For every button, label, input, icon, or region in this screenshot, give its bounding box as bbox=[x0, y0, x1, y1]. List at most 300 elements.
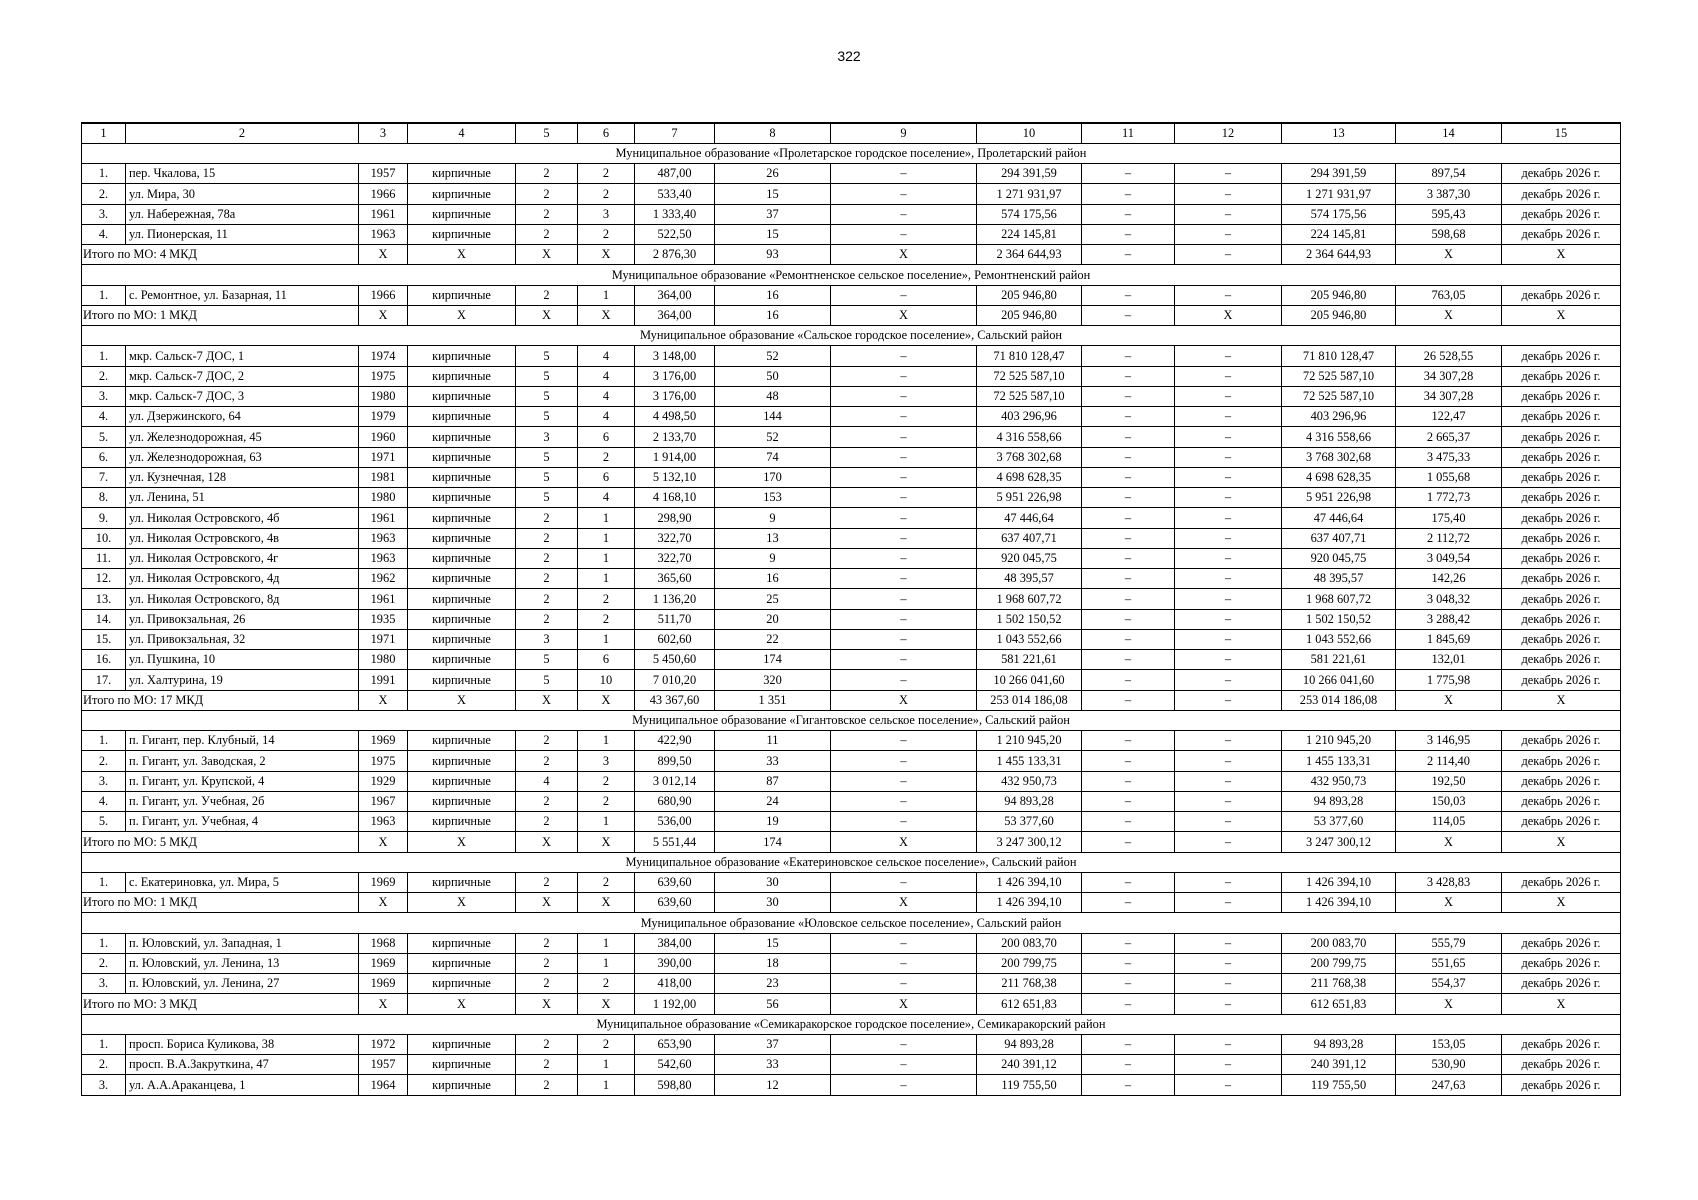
table-cell: 598,68 bbox=[1396, 224, 1502, 244]
table-cell: 1971 bbox=[359, 629, 408, 649]
table-cell: – bbox=[1082, 670, 1175, 690]
address-cell: п. Юловский, ул. Ленина, 13 bbox=[126, 953, 359, 973]
total-cell: 43 367,60 bbox=[635, 690, 715, 710]
table-cell: 2. bbox=[82, 184, 126, 204]
table-cell: – bbox=[1175, 974, 1282, 994]
column-number-cell: 11 bbox=[1082, 123, 1175, 143]
table-cell: 247,63 bbox=[1396, 1075, 1502, 1095]
table-cell: 71 810 128,47 bbox=[977, 346, 1082, 366]
total-cell: 253 014 186,08 bbox=[977, 690, 1082, 710]
table-cell: 4. bbox=[82, 224, 126, 244]
table-row bbox=[82, 447, 1621, 467]
table-cell: 1 bbox=[578, 285, 635, 305]
municipality-title: Муниципальное образование «Юловское сельское поселение», Сальский район bbox=[82, 913, 1621, 933]
column-number-cell: 8 bbox=[715, 123, 831, 143]
municipality-title: Муниципальное образование «Ремонтненское сельское поселение», Ремонтненский район bbox=[82, 265, 1621, 285]
total-cell: – bbox=[1175, 994, 1282, 1014]
table-cell: кирпичные bbox=[408, 285, 516, 305]
table-cell: 132,01 bbox=[1396, 650, 1502, 670]
total-label: Итого по МО: 1 МКД bbox=[82, 305, 359, 325]
table-cell: – bbox=[1175, 488, 1282, 508]
total-row bbox=[82, 245, 1621, 265]
table-cell: 52 bbox=[715, 427, 831, 447]
table-cell: 4 bbox=[578, 366, 635, 386]
column-number-cell: 13 bbox=[1282, 123, 1396, 143]
total-cell: X bbox=[408, 690, 516, 710]
table-cell: декабрь 2026 г. bbox=[1502, 467, 1621, 487]
table-cell: декабрь 2026 г. bbox=[1502, 508, 1621, 528]
table-cell: кирпичные bbox=[408, 508, 516, 528]
table-cell: – bbox=[831, 953, 977, 973]
total-cell: X bbox=[578, 245, 635, 265]
table-cell: 14. bbox=[82, 609, 126, 629]
table-cell: 322,70 bbox=[635, 548, 715, 568]
table-cell: декабрь 2026 г. bbox=[1502, 1055, 1621, 1075]
table-cell: – bbox=[1175, 467, 1282, 487]
table-cell: – bbox=[1082, 650, 1175, 670]
table-cell: – bbox=[831, 285, 977, 305]
table-cell: 294 391,59 bbox=[1282, 164, 1396, 184]
table-row bbox=[82, 488, 1621, 508]
table-cell: 153 bbox=[715, 488, 831, 508]
table-cell: декабрь 2026 г. bbox=[1502, 164, 1621, 184]
table-cell: 2 bbox=[516, 204, 578, 224]
total-cell: X bbox=[1502, 893, 1621, 913]
table-cell: 6. bbox=[82, 447, 126, 467]
table-cell: 2 bbox=[578, 974, 635, 994]
table-cell: 1. bbox=[82, 731, 126, 751]
total-cell: X bbox=[831, 690, 977, 710]
table-cell: 1 271 931,97 bbox=[1282, 184, 1396, 204]
table-cell: декабрь 2026 г. bbox=[1502, 751, 1621, 771]
table-cell: 2 665,37 bbox=[1396, 427, 1502, 447]
table-cell: 1968 bbox=[359, 933, 408, 953]
table-cell: декабрь 2026 г. bbox=[1502, 204, 1621, 224]
table-cell: 3 768 302,68 bbox=[1282, 447, 1396, 467]
table-cell: – bbox=[1175, 164, 1282, 184]
table-cell: 3 012,14 bbox=[635, 771, 715, 791]
address-cell: ул. Николая Островского, 4д bbox=[126, 569, 359, 589]
table-cell: – bbox=[1175, 1034, 1282, 1054]
address-cell: п. Гигант, ул. Крупской, 4 bbox=[126, 771, 359, 791]
table-cell: декабрь 2026 г. bbox=[1502, 933, 1621, 953]
table-cell: 1971 bbox=[359, 447, 408, 467]
table-cell: декабрь 2026 г. bbox=[1502, 953, 1621, 973]
address-cell: с. Екатериновка, ул. Мира, 5 bbox=[126, 872, 359, 892]
table-cell: – bbox=[1175, 224, 1282, 244]
table-cell: кирпичные bbox=[408, 609, 516, 629]
table-cell: 94 893,28 bbox=[1282, 1034, 1396, 1054]
table-cell: 1966 bbox=[359, 285, 408, 305]
table-cell: 71 810 128,47 bbox=[1282, 346, 1396, 366]
table-cell: – bbox=[1082, 427, 1175, 447]
table-cell: 150,03 bbox=[1396, 791, 1502, 811]
table-cell: 1 136,20 bbox=[635, 589, 715, 609]
table-cell: – bbox=[1175, 285, 1282, 305]
table-cell: – bbox=[1175, 1055, 1282, 1075]
total-cell: 612 651,83 bbox=[977, 994, 1082, 1014]
table-cell: 10 bbox=[578, 670, 635, 690]
table-cell: – bbox=[1082, 285, 1175, 305]
table-cell: 1960 bbox=[359, 427, 408, 447]
table-cell: 6 bbox=[578, 650, 635, 670]
table-row bbox=[82, 366, 1621, 386]
table-cell: 2 bbox=[578, 447, 635, 467]
table-cell: – bbox=[831, 629, 977, 649]
table-cell: декабрь 2026 г. bbox=[1502, 569, 1621, 589]
total-cell: – bbox=[1082, 245, 1175, 265]
table-cell: 1 bbox=[578, 629, 635, 649]
table-cell: – bbox=[1082, 386, 1175, 406]
table-cell: 1967 bbox=[359, 791, 408, 811]
table-cell: 18 bbox=[715, 953, 831, 973]
table-cell: 142,26 bbox=[1396, 569, 1502, 589]
table-row bbox=[82, 812, 1621, 832]
table-cell: 1. bbox=[82, 346, 126, 366]
housing-register-table bbox=[81, 122, 1621, 1096]
table-cell: 1. bbox=[82, 872, 126, 892]
table-cell: 11. bbox=[82, 548, 126, 568]
table-cell: 542,60 bbox=[635, 1055, 715, 1075]
table-cell: 1964 bbox=[359, 1075, 408, 1095]
table-cell: декабрь 2026 г. bbox=[1502, 872, 1621, 892]
table-body bbox=[82, 123, 1621, 1095]
table-cell: – bbox=[1175, 629, 1282, 649]
table-cell: 5 450,60 bbox=[635, 650, 715, 670]
table-cell: 1963 bbox=[359, 528, 408, 548]
table-cell: 1 210 945,20 bbox=[1282, 731, 1396, 751]
table-row bbox=[82, 164, 1621, 184]
table-cell: 536,00 bbox=[635, 812, 715, 832]
table-cell: 298,90 bbox=[635, 508, 715, 528]
table-cell: 2 bbox=[516, 224, 578, 244]
total-cell: X bbox=[1396, 690, 1502, 710]
address-cell: ул. Николая Островского, 4в bbox=[126, 528, 359, 548]
table-cell: – bbox=[1082, 488, 1175, 508]
total-cell: – bbox=[1175, 893, 1282, 913]
table-cell: 554,37 bbox=[1396, 974, 1502, 994]
table-cell: 205 946,80 bbox=[1282, 285, 1396, 305]
table-row bbox=[82, 467, 1621, 487]
table-cell: 3 048,32 bbox=[1396, 589, 1502, 609]
table-cell: 3 387,30 bbox=[1396, 184, 1502, 204]
table-row bbox=[82, 427, 1621, 447]
table-cell: 15 bbox=[715, 184, 831, 204]
table-cell: 2 bbox=[516, 872, 578, 892]
table-cell: 4 168,10 bbox=[635, 488, 715, 508]
table-row bbox=[82, 1034, 1621, 1054]
table-cell: 48 bbox=[715, 386, 831, 406]
table-cell: 1 bbox=[578, 569, 635, 589]
table-cell: 1 775,98 bbox=[1396, 670, 1502, 690]
table-cell: 4 bbox=[578, 386, 635, 406]
total-cell: X bbox=[359, 994, 408, 1014]
table-cell: 174 bbox=[715, 650, 831, 670]
table-cell: 4 bbox=[578, 407, 635, 427]
table-row bbox=[82, 204, 1621, 224]
table-cell: 322,70 bbox=[635, 528, 715, 548]
table-cell: 2. bbox=[82, 366, 126, 386]
table-cell: 13. bbox=[82, 589, 126, 609]
table-cell: – bbox=[1082, 933, 1175, 953]
section-title-row bbox=[82, 1014, 1621, 1034]
total-cell: X bbox=[516, 832, 578, 852]
total-cell: 2 364 644,93 bbox=[977, 245, 1082, 265]
table-cell: 50 bbox=[715, 366, 831, 386]
table-cell: 3. bbox=[82, 771, 126, 791]
total-row bbox=[82, 893, 1621, 913]
table-row bbox=[82, 751, 1621, 771]
table-cell: – bbox=[831, 1055, 977, 1075]
table-cell: 94 893,28 bbox=[977, 791, 1082, 811]
table-cell: 2 bbox=[516, 528, 578, 548]
table-cell: 192,50 bbox=[1396, 771, 1502, 791]
table-cell: 920 045,75 bbox=[1282, 548, 1396, 568]
table-cell: 1 bbox=[578, 731, 635, 751]
table-cell: 2. bbox=[82, 953, 126, 973]
table-cell: – bbox=[1175, 548, 1282, 568]
total-label: Итого по МО: 17 МКД bbox=[82, 690, 359, 710]
table-cell: 1 502 150,52 bbox=[977, 609, 1082, 629]
total-cell: X bbox=[578, 305, 635, 325]
total-cell: X bbox=[831, 305, 977, 325]
table-cell: декабрь 2026 г. bbox=[1502, 285, 1621, 305]
column-number-row bbox=[82, 123, 1621, 143]
total-cell: 93 bbox=[715, 245, 831, 265]
table-cell: декабрь 2026 г. bbox=[1502, 346, 1621, 366]
table-cell: – bbox=[1175, 812, 1282, 832]
table-cell: – bbox=[1082, 366, 1175, 386]
total-cell: 3 247 300,12 bbox=[1282, 832, 1396, 852]
table-row bbox=[82, 953, 1621, 973]
table-cell: 2 bbox=[516, 953, 578, 973]
table-cell: 200 083,70 bbox=[977, 933, 1082, 953]
total-cell: X bbox=[408, 994, 516, 1014]
table-cell: – bbox=[1082, 1075, 1175, 1095]
total-cell: X bbox=[1396, 245, 1502, 265]
table-cell: – bbox=[831, 933, 977, 953]
total-cell: 56 bbox=[715, 994, 831, 1014]
table-cell: – bbox=[831, 407, 977, 427]
table-cell: 1929 bbox=[359, 771, 408, 791]
municipality-title: Муниципальное образование «Гигантовское сельское поселение», Сальский район bbox=[82, 710, 1621, 730]
table-cell: – bbox=[1175, 872, 1282, 892]
total-cell: X bbox=[578, 893, 635, 913]
table-cell: декабрь 2026 г. bbox=[1502, 974, 1621, 994]
table-cell: 3. bbox=[82, 1075, 126, 1095]
total-cell: 2 364 644,93 bbox=[1282, 245, 1396, 265]
table-cell: 16. bbox=[82, 650, 126, 670]
table-row bbox=[82, 285, 1621, 305]
table-cell: 72 525 587,10 bbox=[977, 366, 1082, 386]
table-cell: 680,90 bbox=[635, 791, 715, 811]
table-cell: 4 698 628,35 bbox=[1282, 467, 1396, 487]
total-cell: X bbox=[516, 305, 578, 325]
table-cell: 1969 bbox=[359, 872, 408, 892]
table-cell: кирпичные bbox=[408, 731, 516, 751]
table-cell: 170 bbox=[715, 467, 831, 487]
total-cell: 253 014 186,08 bbox=[1282, 690, 1396, 710]
table-cell: – bbox=[831, 164, 977, 184]
table-cell: 24 bbox=[715, 791, 831, 811]
table-cell: 2 bbox=[516, 609, 578, 629]
section-title-row bbox=[82, 326, 1621, 346]
table-cell: 2 bbox=[516, 569, 578, 589]
table-cell: 3 bbox=[516, 629, 578, 649]
table-cell: – bbox=[831, 731, 977, 751]
table-cell: 47 446,64 bbox=[1282, 508, 1396, 528]
table-cell: кирпичные bbox=[408, 933, 516, 953]
table-cell: 574 175,56 bbox=[977, 204, 1082, 224]
table-cell: декабрь 2026 г. bbox=[1502, 629, 1621, 649]
table-cell: 3 475,33 bbox=[1396, 447, 1502, 467]
total-cell: X bbox=[359, 690, 408, 710]
table-cell: – bbox=[1082, 569, 1175, 589]
table-cell: 53 377,60 bbox=[1282, 812, 1396, 832]
municipality-title: Муниципальное образование «Пролетарское городское поселение», Пролетарский район bbox=[82, 143, 1621, 163]
table-cell: 1 043 552,66 bbox=[1282, 629, 1396, 649]
table-cell: 4 316 558,66 bbox=[1282, 427, 1396, 447]
table-row bbox=[82, 872, 1621, 892]
table-cell: – bbox=[1082, 872, 1175, 892]
table-cell: 3. bbox=[82, 386, 126, 406]
table-cell: кирпичные bbox=[408, 366, 516, 386]
table-cell: 224 145,81 bbox=[1282, 224, 1396, 244]
table-cell: – bbox=[1082, 974, 1175, 994]
table-cell: 920 045,75 bbox=[977, 548, 1082, 568]
address-cell: п. Юловский, ул. Западная, 1 bbox=[126, 933, 359, 953]
table-cell: 17. bbox=[82, 670, 126, 690]
table-cell: 533,40 bbox=[635, 184, 715, 204]
table-cell: 5. bbox=[82, 427, 126, 447]
table-cell: кирпичные bbox=[408, 812, 516, 832]
table-cell: 37 bbox=[715, 1034, 831, 1054]
table-cell: 26 528,55 bbox=[1396, 346, 1502, 366]
total-cell: 1 351 bbox=[715, 690, 831, 710]
address-cell: п. Гигант, ул. Учебная, 4 bbox=[126, 812, 359, 832]
table-cell: – bbox=[831, 609, 977, 629]
address-cell: ул. Халтурина, 19 bbox=[126, 670, 359, 690]
table-cell: кирпичные bbox=[408, 1055, 516, 1075]
table-cell: 1 333,40 bbox=[635, 204, 715, 224]
table-cell: – bbox=[1175, 650, 1282, 670]
table-cell: – bbox=[1082, 346, 1175, 366]
table-cell: 522,50 bbox=[635, 224, 715, 244]
table-cell: – bbox=[831, 812, 977, 832]
table-cell: кирпичные bbox=[408, 771, 516, 791]
table-cell: 390,00 bbox=[635, 953, 715, 973]
total-cell: – bbox=[1175, 690, 1282, 710]
table-cell: 1 968 607,72 bbox=[1282, 589, 1396, 609]
total-cell: X bbox=[831, 994, 977, 1014]
total-cell: 364,00 bbox=[635, 305, 715, 325]
table-cell: – bbox=[831, 508, 977, 528]
total-cell: X bbox=[578, 832, 635, 852]
total-cell: 612 651,83 bbox=[1282, 994, 1396, 1014]
table-cell: – bbox=[831, 224, 977, 244]
table-cell: 3. bbox=[82, 204, 126, 224]
table-cell: 637 407,71 bbox=[977, 528, 1082, 548]
table-cell: 1 bbox=[578, 953, 635, 973]
address-cell: ул. Набережная, 78а bbox=[126, 204, 359, 224]
total-cell: 205 946,80 bbox=[1282, 305, 1396, 325]
table-cell: 1 968 607,72 bbox=[977, 589, 1082, 609]
total-cell: X bbox=[359, 245, 408, 265]
address-cell: п. Гигант, ул. Учебная, 2б bbox=[126, 791, 359, 811]
table-cell: кирпичные bbox=[408, 629, 516, 649]
address-cell: ул. Николая Островского, 4б bbox=[126, 508, 359, 528]
table-cell: 200 083,70 bbox=[1282, 933, 1396, 953]
table-cell: – bbox=[1082, 224, 1175, 244]
table-cell: 200 799,75 bbox=[977, 953, 1082, 973]
table-cell: 432 950,73 bbox=[977, 771, 1082, 791]
table-cell: – bbox=[831, 488, 977, 508]
total-cell: X bbox=[1396, 893, 1502, 913]
address-cell: ул. Пушкина, 10 bbox=[126, 650, 359, 670]
table-cell: 1981 bbox=[359, 467, 408, 487]
table-cell: – bbox=[1082, 1034, 1175, 1054]
table-row bbox=[82, 548, 1621, 568]
table-cell: 10 266 041,60 bbox=[977, 670, 1082, 690]
table-cell: кирпичные bbox=[408, 407, 516, 427]
total-cell: 30 bbox=[715, 893, 831, 913]
table-cell: 365,60 bbox=[635, 569, 715, 589]
table-cell: 2 bbox=[516, 731, 578, 751]
table-cell: 364,00 bbox=[635, 285, 715, 305]
table-cell: декабрь 2026 г. bbox=[1502, 771, 1621, 791]
table-cell: декабрь 2026 г. bbox=[1502, 1075, 1621, 1095]
table-cell: – bbox=[1082, 629, 1175, 649]
table-cell: декабрь 2026 г. bbox=[1502, 386, 1621, 406]
table-cell: 12. bbox=[82, 569, 126, 589]
table-cell: 2 bbox=[578, 164, 635, 184]
table-cell: 2 bbox=[516, 589, 578, 609]
total-cell: X bbox=[516, 893, 578, 913]
table-cell: 1991 bbox=[359, 670, 408, 690]
address-cell: п. Гигант, пер. Клубный, 14 bbox=[126, 731, 359, 751]
table-cell: 403 296,96 bbox=[977, 407, 1082, 427]
table-cell: 2 bbox=[516, 791, 578, 811]
table-cell: 1 bbox=[578, 528, 635, 548]
table-cell: 13 bbox=[715, 528, 831, 548]
table-cell: 1 043 552,66 bbox=[977, 629, 1082, 649]
table-cell: 530,90 bbox=[1396, 1055, 1502, 1075]
table-cell: – bbox=[1082, 771, 1175, 791]
table-cell: – bbox=[831, 548, 977, 568]
total-row bbox=[82, 690, 1621, 710]
table-cell: 2 bbox=[578, 791, 635, 811]
table-cell: 2 bbox=[516, 1034, 578, 1054]
table-cell: декабрь 2026 г. bbox=[1502, 1034, 1621, 1054]
table-cell: 72 525 587,10 bbox=[977, 386, 1082, 406]
total-cell: X bbox=[408, 305, 516, 325]
table-cell: – bbox=[831, 1034, 977, 1054]
total-cell: X bbox=[1502, 832, 1621, 852]
table-cell: 1980 bbox=[359, 650, 408, 670]
table-cell: 1 426 394,10 bbox=[977, 872, 1082, 892]
table-row bbox=[82, 933, 1621, 953]
table-cell: 5 bbox=[516, 407, 578, 427]
table-row bbox=[82, 407, 1621, 427]
table-cell: 2 bbox=[516, 812, 578, 832]
section-title-row bbox=[82, 852, 1621, 872]
total-cell: 1 426 394,10 bbox=[977, 893, 1082, 913]
table-cell: кирпичные bbox=[408, 670, 516, 690]
address-cell: ул. Дзержинского, 64 bbox=[126, 407, 359, 427]
table-cell: 10. bbox=[82, 528, 126, 548]
municipality-title: Муниципальное образование «Екатериновское сельское поселение», Сальский район bbox=[82, 852, 1621, 872]
table-cell: 205 946,80 bbox=[977, 285, 1082, 305]
